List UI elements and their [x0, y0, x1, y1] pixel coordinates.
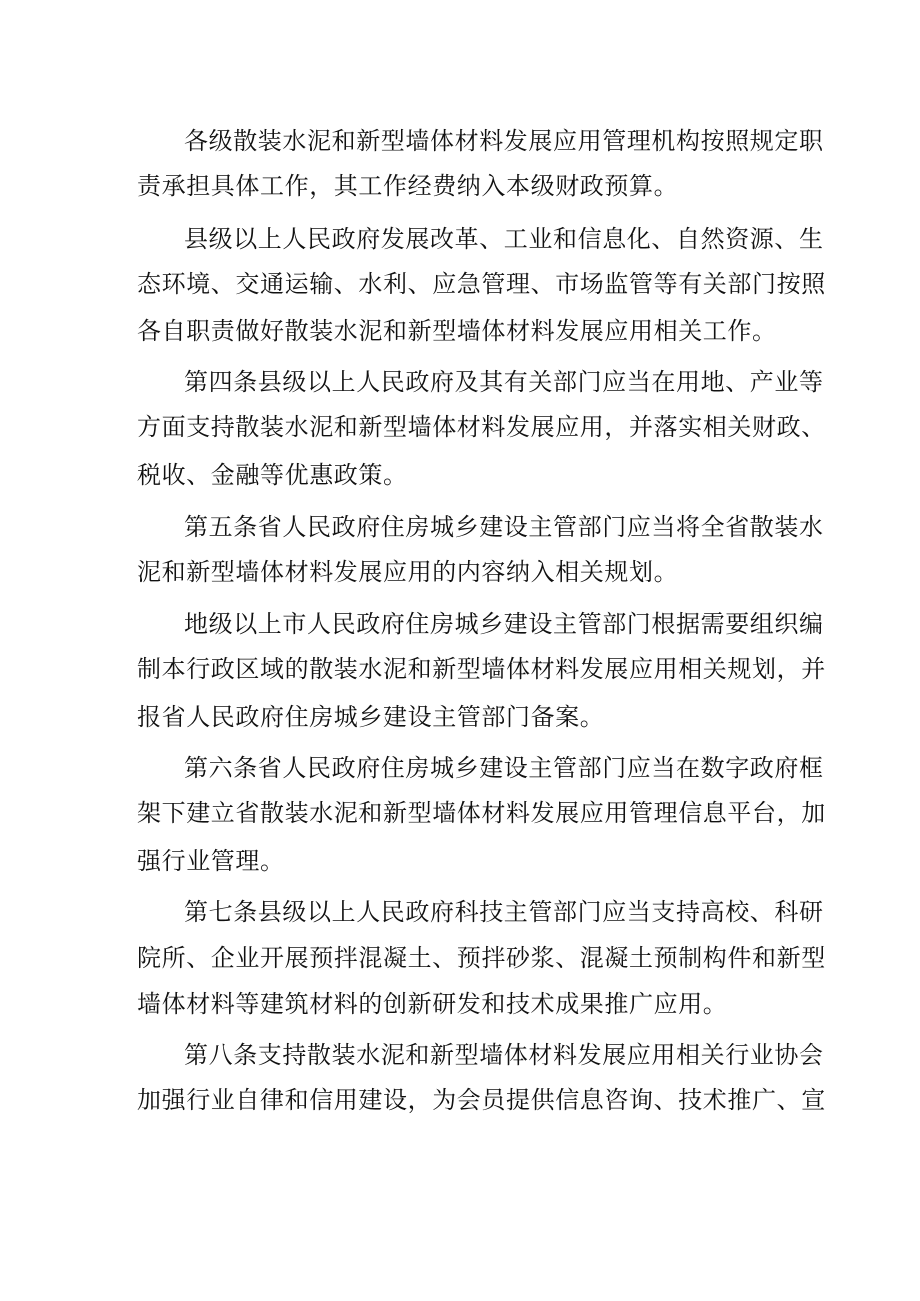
text-line: 泥和新型墙体材料发展应用的内容纳入相关规划。	[137, 558, 679, 586]
text-line: 第八条支持散装水泥和新型墙体材料发展应用相关行业协会	[184, 1041, 824, 1069]
text-line: 地级以上市人民政府住房城乡建设主管部门根据需要组织编	[184, 610, 824, 638]
text-line: 制本行政区域的散装水泥和新型墙体材料发展应用相关规划，并	[137, 655, 826, 683]
text-line: 第四条县级以上人民政府及其有关部门应当在用地、产业等	[184, 368, 824, 396]
text-line: 各自职责做好散装水泥和新型墙体材料发展应用相关工作。	[137, 317, 777, 345]
text-line: 县级以上人民政府发展改革、工业和信息化、自然资源、生	[184, 225, 824, 253]
text-line: 态环境、交通运输、水利、应急管理、市场监管等有关部门按照	[137, 270, 826, 298]
text-line: 院所、企业开展预拌混凝土、预拌砂浆、混凝土预制构件和新型	[137, 944, 826, 972]
text-line: 第七条县级以上人民政府科技主管部门应当支持高校、科研	[184, 898, 824, 926]
text-line: 架下建立省散装水泥和新型墙体材料发展应用管理信息平台，加	[137, 799, 826, 827]
text-line: 墙体材料等建筑材料的创新研发和技术成果推广应用。	[137, 990, 728, 1018]
text-line: 第六条省人民政府住房城乡建设主管部门应当在数字政府框	[184, 754, 824, 782]
text-line: 方面支持散装水泥和新型墙体材料发展应用，并落实相关财政、	[137, 413, 826, 441]
text-line: 第五条省人民政府住房城乡建设主管部门应当将全省散装水	[184, 513, 824, 541]
text-line: 责承担具体工作，其工作经费纳入本级财政预算。	[137, 172, 679, 200]
text-line: 各级散装水泥和新型墙体材料发展应用管理机构按照规定职	[184, 127, 824, 155]
text-line: 税收、金融等优惠政策。	[137, 461, 408, 489]
text-line: 强行业管理。	[137, 847, 285, 875]
text-line: 加强行业自律和信用建设，为会员提供信息咨询、技术推广、宣	[137, 1086, 826, 1114]
text-line: 报省人民政府住房城乡建设主管部门备案。	[137, 703, 605, 731]
